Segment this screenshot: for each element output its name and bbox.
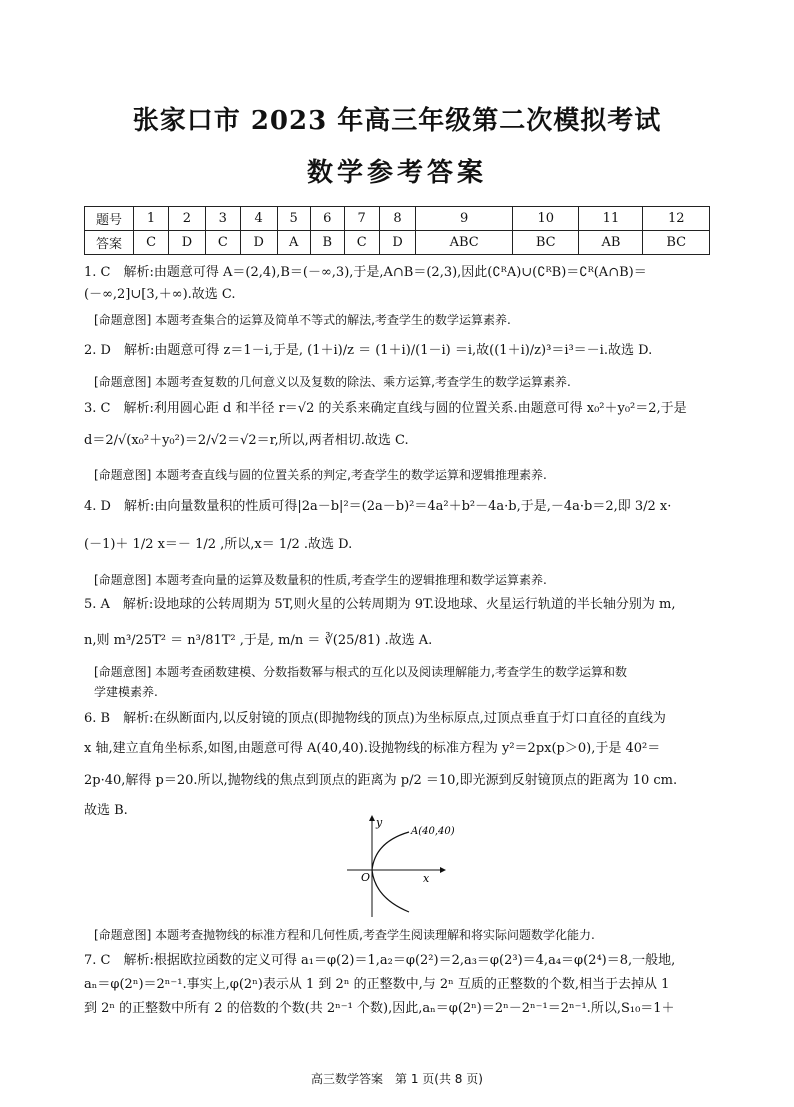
table-row [85, 207, 710, 231]
table-cell: A [277, 231, 310, 255]
answer-4-intent: [命题意图] 本题考查向量的运算及数量积的性质,考查学生的逻辑推理和数学运算素养. [94, 573, 547, 587]
answer-6 [84, 708, 712, 822]
table-cell: 9 [416, 207, 513, 231]
origin-label: O [361, 871, 371, 884]
page-subtitle: 数学参考答案 [306, 158, 487, 188]
table-cell: D [169, 231, 206, 255]
table-cell: 题号 [85, 207, 134, 231]
page-title: 张家口市 2023 年高三年级第二次模拟考试 [132, 106, 662, 136]
table-cell: B [310, 231, 344, 255]
answer-1-line-1: 1. C 解析:由题意可得 A＝(2,4),B＝(－∞,3),于是,A∩B＝(2,3),因此(∁ᴿA)∪(∁ᴿB)＝∁ᴿ(A∩B)＝ [84, 265, 647, 280]
answer-table [84, 206, 710, 255]
answer-5-intent-line-1: [命题意图] 本题考查函数建模、分数指数幂与根式的互化以及阅读理解能力,考查学生的数学运算和数 [94, 665, 627, 679]
answer-4-line-1: 4. D 解析:由向量数量积的性质可得|2a－b|²＝(2a－b)²＝4a²＋b²－4a·b,于是,－4a·b＝2,即 3/2 x· [84, 499, 672, 514]
point-a-label: A(40,40) [411, 826, 455, 837]
answer-3-intent: [命题意图] 本题考查直线与圆的位置关系的判定,考查学生的数学运算和逻辑推理素养. [94, 468, 547, 482]
answer-5-line-2: n,则 m³/25T² ＝ n³/81T² ,于是, m/n ＝ ∛(25/81) .故选 A. [84, 633, 433, 648]
answer-2 [84, 340, 712, 362]
answer-4 [84, 496, 712, 556]
page-footer: 高三数学答案 第 1 页(共 8 页) [311, 1072, 483, 1086]
answer-5 [84, 594, 712, 652]
answer-7-line-3: 到 2ⁿ 的正整数中所有 2 的倍数的个数(共 2ⁿ⁻¹ 个数),因此,aₙ＝φ(2ⁿ)＝2ⁿ－2ⁿ⁻¹＝2ⁿ⁻¹.所以,S₁₀＝1＋ [84, 1001, 675, 1016]
answer-6-line-1: 6. B 解析:在纵断面内,以反射镜的顶点(即抛物线的顶点)为坐标原点,过顶点垂直于灯口直径的直线为 [84, 711, 666, 726]
answer-4-line-2: (－1)＋ 1/2 x＝－ 1/2 ,所以,x＝ 1/2 .故选 D. [84, 537, 353, 552]
table-cell: ABC [416, 231, 513, 255]
answer-1-intent: [命题意图] 本题考查集合的运算及简单不等式的解法,考查学生的数学运算素养. [94, 313, 511, 327]
y-axis-label: y [376, 816, 383, 829]
answer-6-intent: [命题意图] 本题考查抛物线的标准方程和几何性质,考查学生阅读理解和将实际问题数学化能力. [94, 928, 595, 942]
answer-3-line-2: d＝2/√(x₀²＋y₀²)＝2/√2＝√2＝r,所以,两者相切.故选 C. [84, 433, 409, 448]
answer-2-intent: [命题意图] 本题考查复数的几何意义以及复数的除法、乘方运算,考查学生的数学运算素养. [94, 375, 571, 389]
table-cell: 2 [169, 207, 206, 231]
answer-6-line-2: x 轴,建立直角坐标系,如图,由题意可得 A(40,40).设抛物线的标准方程为 y²＝2px(p＞0),于是 40²＝ [84, 741, 661, 756]
table-cell: 3 [205, 207, 240, 231]
table-cell: C [344, 231, 379, 255]
answer-7-line-2: aₙ＝φ(2ⁿ)＝2ⁿ⁻¹.事实上,φ(2ⁿ)表示从 1 到 2ⁿ 的正整数中,与 2ⁿ 互质的正整数的个数,相当于去掉从 1 [84, 977, 670, 992]
table-cell: 1 [134, 207, 169, 231]
answer-6-line-4: 故选 B. [84, 803, 128, 818]
answer-7-line-1: 7. C 解析:根据欧拉函数的定义可得 a₁＝φ(2)＝1,a₂＝φ(2²)＝2,a₃＝φ(2³)＝4,a₄＝φ(2⁴)＝8,一般地, [84, 953, 676, 968]
answer-1 [84, 262, 712, 306]
answer-1-line-2: (－∞,2]∪[3,＋∞).故选 C. [84, 287, 236, 302]
table-cell: 7 [344, 207, 379, 231]
table-cell: 5 [277, 207, 310, 231]
table-cell: C [205, 231, 240, 255]
table-cell: 8 [379, 207, 416, 231]
table-cell: 10 [512, 207, 579, 231]
answer-7 [84, 950, 712, 1020]
table-cell: BC [643, 231, 710, 255]
table-cell: C [134, 231, 169, 255]
answer-3-line-1: 3. C 解析:利用圆心距 d 和半径 r＝√2 的关系来确定直线与圆的位置关系.由题意可得 x₀²＋y₀²＝2,于是 [84, 401, 687, 416]
table-cell: BC [512, 231, 579, 255]
table-cell: 答案 [85, 231, 134, 255]
parabola-graph [345, 812, 465, 920]
answer-5-intent [94, 662, 710, 702]
table-cell: 12 [643, 207, 710, 231]
answer-5-line-1: 5. A 解析:设地球的公转周期为 5T,则火星的公转周期为 9T.设地球、火星运行轨道的半长轴分别为 m, [84, 597, 676, 612]
table-cell: 4 [240, 207, 277, 231]
table-cell: AB [579, 231, 643, 255]
answer-6-line-3: 2p·40,解得 p＝20.所以,抛物线的焦点到顶点的距离为 p/2 ＝10,即光源到反射镜顶点的距离为 10 cm. [84, 773, 678, 788]
table-cell: D [240, 231, 277, 255]
answer-2-line-1: 2. D 解析:由题意可得 z＝1－i,于是, (1＋i)/z ＝ (1＋i)/(1－i) ＝i,故((1＋i)/z)³＝i³＝－i.故选 D. [84, 343, 653, 358]
parabola-curve [372, 832, 409, 912]
x-axis-label: x [423, 872, 430, 885]
table-row [85, 231, 710, 255]
table-cell: D [379, 231, 416, 255]
table-cell: 11 [579, 207, 643, 231]
table-cell: 6 [310, 207, 344, 231]
answer-5-intent-line-2: 学建模素养. [94, 685, 158, 699]
answer-3 [84, 398, 712, 452]
